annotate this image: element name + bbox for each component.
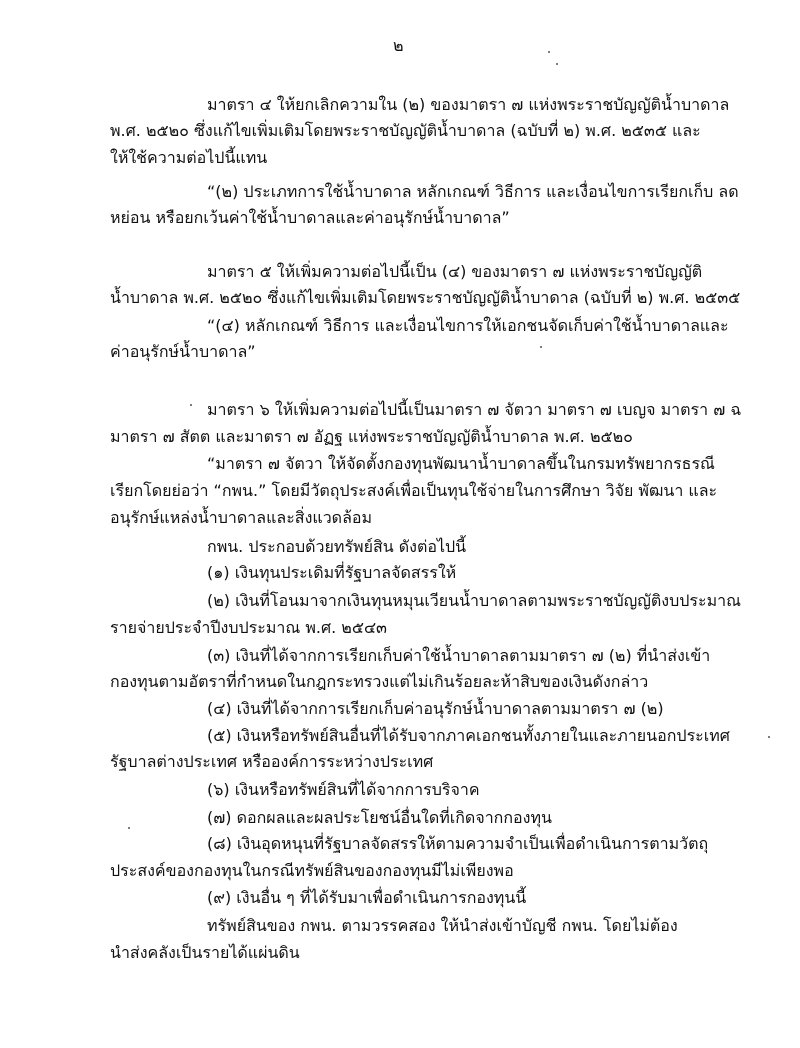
asset-item-2-line-1: (๒) เงินที่โอนมาจากเงินทุนหมุนเวียนน้ำบาดาลตามพระราชบัญญัติงบประมาณ (207, 591, 741, 610)
scan-speck (540, 346, 542, 348)
page-number: ๒ (393, 36, 404, 55)
section-4-quote-line-2: หย่อน หรือยกเว้นค่าใช้น้ำบาดาลและค่าอนุรักษ์น้ำบาดาล” (110, 208, 510, 227)
asset-item-5-line-2: รัฐบาลต่างประเทศ หรือองค์การระหว่างประเทศ (110, 752, 434, 771)
asset-item-4: (๔) เงินที่ได้จากการเรียกเก็บค่าอนุรักษ์น้ำบาดาลตามมาตรา ๗ (๒) (207, 699, 664, 718)
scan-speck (556, 63, 558, 65)
closing-line-2: นำส่งคลังเป็นรายได้แผ่นดิน (110, 943, 300, 962)
section-6-line-2: มาตรา ๗ สัตต และมาตรา ๗ อัฏฐ แห่งพระราชบัญญัติน้ำบาดาล พ.ศ. ๒๕๒๐ (110, 427, 633, 446)
section-5-line-2: น้ำบาดาล พ.ศ. ๒๕๒๐ ซึ่งแก้ไขเพิ่มเติมโดยพระราชบัญญัติน้ำบาดาล (ฉบับที่ ๒) พ.ศ. ๒๕๓๕ (110, 288, 741, 307)
section-5-quote-line-2: ค่าอนุรักษ์น้ำบาดาล” (110, 342, 256, 361)
asset-item-6: (๖) เงินหรือทรัพย์สินที่ได้จากการบริจาค (207, 780, 480, 799)
section-4-line-3: ให้ใช้ความต่อไปนี้แทน (110, 148, 268, 167)
section-7-quater-line-3: อนุรักษ์แหล่งน้ำบาดาลและสิ่งแวดล้อม (110, 508, 373, 527)
section-7-quater-line-1: “มาตรา ๗ จัตวา ให้จัดตั้งกองทุนพัฒนาน้ำบาดาลขึ้นในกรมทรัพยากรธรณี (207, 454, 715, 473)
section-5-line-1: มาตรา ๕ ให้เพิ่มความต่อไปนี้เป็น (๔) ของมาตรา ๗ แห่งพระราชบัญญัติ (207, 262, 703, 281)
asset-item-2-line-2: รายจ่ายประจำปีงบประมาณ พ.ศ. ๒๕๔๓ (110, 618, 387, 637)
asset-item-8-line-1: (๘) เงินอุดหนุนที่รัฐบาลจัดสรรให้ตามความจำเป็นเพื่อดำเนินการตามวัตถุ (207, 834, 709, 853)
scan-speck (128, 827, 130, 829)
closing-line-1: ทรัพย์สินของ กพน. ตามวรรคสอง ให้นำส่งเข้าบัญชี กพน. โดยไม่ต้อง (207, 916, 678, 935)
section-6-line-1: มาตรา ๖ ให้เพิ่มความต่อไปนี้เป็นมาตรา ๗ จัตวา มาตรา ๗ เบญจ มาตรา ๗ ฉ (207, 400, 742, 419)
asset-item-1: (๑) เงินทุนประเดิมที่รัฐบาลจัดสรรให้ (207, 563, 457, 582)
section-4-quote-line-1: “(๒) ประเภทการใช้น้ำบาดาล หลักเกณฑ์ วิธีการ และเงื่อนไขการเรียกเก็บ ลด (207, 182, 739, 201)
asset-item-7: (๗) ดอกผลและผลประโยชน์อื่นใดที่เกิดจากกองทุน (207, 808, 552, 827)
section-5-quote-line-1: “(๔) หลักเกณฑ์ วิธีการ และเงื่อนไขการให้เอกชนจัดเก็บค่าใช้น้ำบาดาลและ (207, 316, 729, 335)
section-7-quater-line-2: เรียกโดยย่อว่า “กพน.” โดยมีวัตถุประสงค์เพื่อเป็นทุนใช้จ่ายในการศึกษา วิจัย พัฒนา และ (110, 481, 718, 500)
asset-item-8-line-2: ประสงค์ของกองทุนในกรณีทรัพย์สินของกองทุนมีไม่เพียงพอ (110, 861, 514, 880)
section-4-line-2: พ.ศ. ๒๕๒๐ ซึ่งแก้ไขเพิ่มเติมโดยพระราชบัญญัติน้ำบาดาล (ฉบับที่ ๒) พ.ศ. ๒๕๓๕ และ (110, 121, 701, 140)
scan-speck (548, 51, 550, 53)
asset-item-3-line-1: (๓) เงินที่ได้จากการเรียกเก็บค่าใช้น้ำบาดาลตามมาตรา ๗ (๒) ที่นำส่งเข้า (207, 646, 711, 665)
scan-speck (768, 736, 770, 738)
scan-speck (190, 404, 192, 406)
asset-item-9: (๙) เงินอื่น ๆ ที่ได้รับมาเพื่อดำเนินการกองทุนนี้ (207, 888, 527, 907)
section-4-line-1: มาตรา ๔ ให้ยกเลิกความใน (๒) ของมาตรา ๗ แห่งพระราชบัญญัติน้ำบาดาล (207, 95, 730, 114)
asset-item-5-line-1: (๕) เงินหรือทรัพย์สินอื่นที่ได้รับจากภาคเอกชนทั้งภายในและภายนอกประเทศ (207, 726, 730, 745)
assets-intro: กพน. ประกอบด้วยทรัพย์สิน ดังต่อไปนี้ (207, 537, 467, 556)
asset-item-3-line-2: กองทุนตามอัตราที่กำหนดในกฎกระทรวงแต่ไม่เกินร้อยละห้าสิบของเงินดังกล่าว (110, 672, 649, 691)
